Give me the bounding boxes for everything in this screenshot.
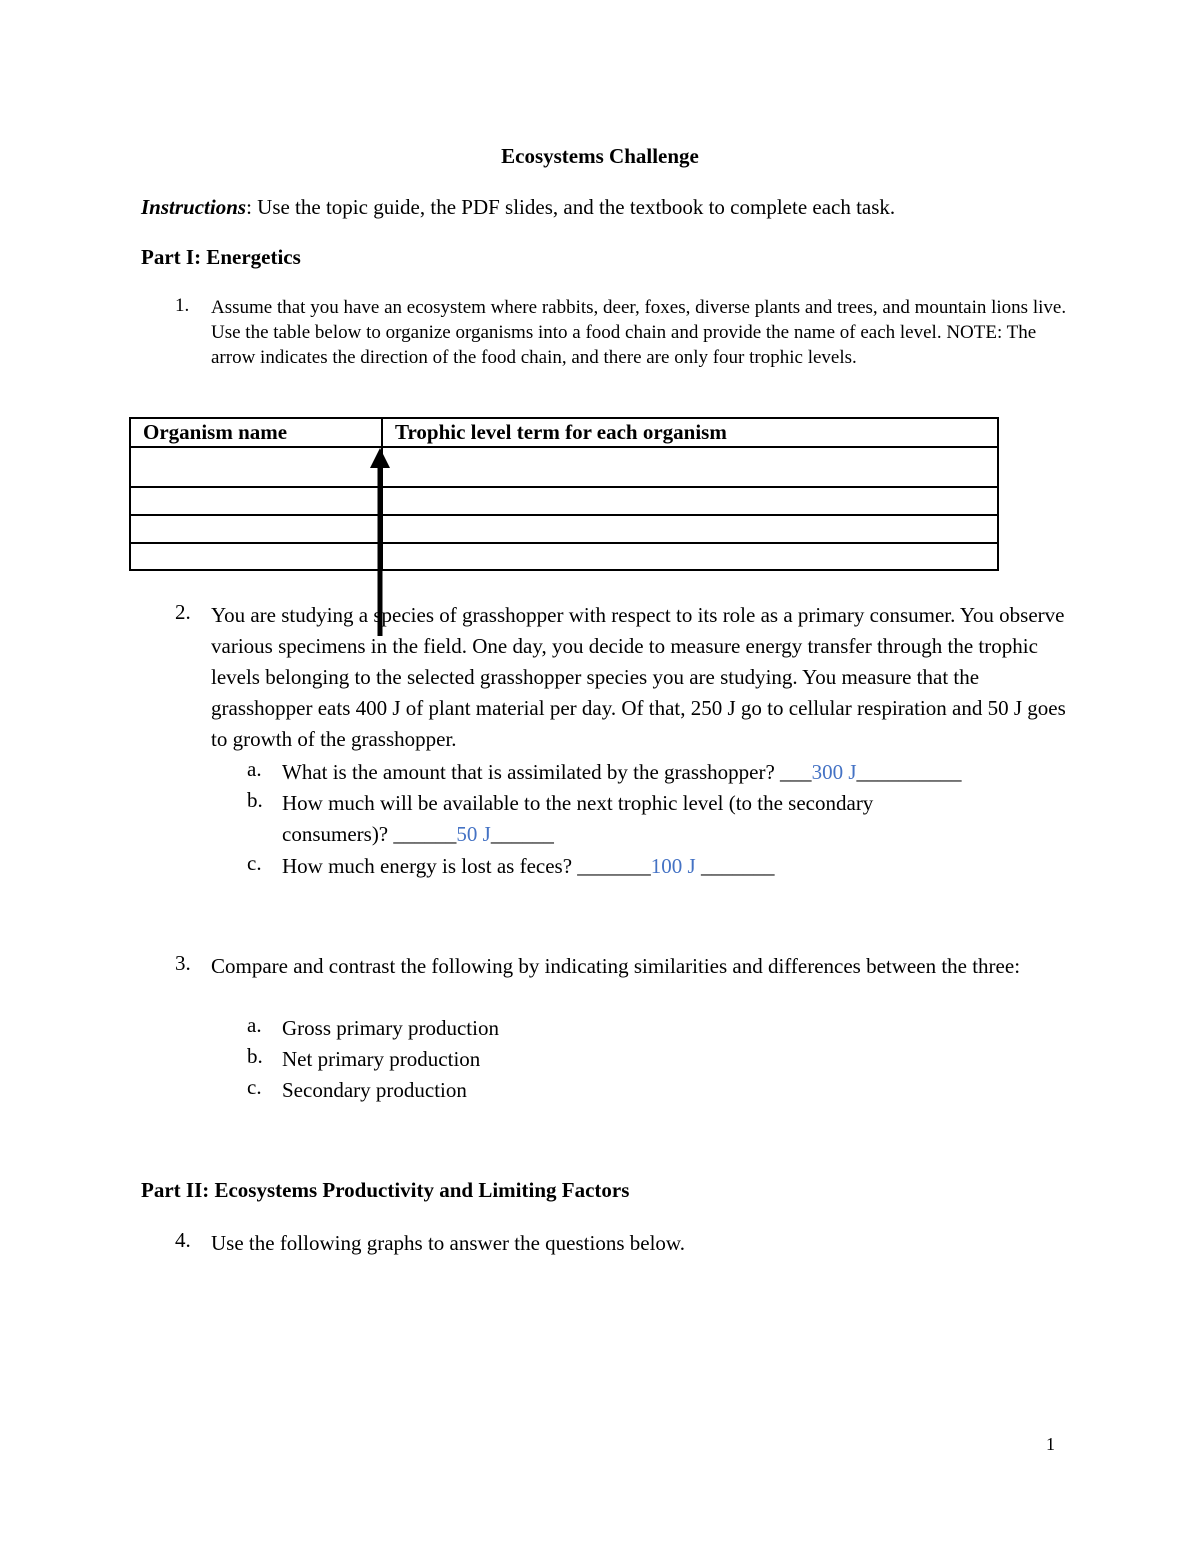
q2c-answer[interactable]: 100 J [650, 854, 696, 878]
part1-heading: Part I: Energetics [141, 245, 301, 269]
q3c-letter: c. [247, 1075, 262, 1099]
q2-number: 2. [175, 600, 191, 624]
q2b-question-line2 [282, 819, 554, 850]
q2b-question-line1: How much will be available to the next trophic level (to the secondary [282, 791, 874, 815]
q2a-answer[interactable]: 300 J [811, 760, 857, 784]
trophic-table [129, 417, 999, 571]
q3-number: 3. [175, 951, 191, 975]
table-row [130, 515, 998, 543]
table-header-row [130, 418, 998, 447]
table-row [130, 543, 998, 570]
table-cell[interactable] [130, 447, 382, 487]
q1-number: 1. [175, 295, 190, 316]
q2a-text: What is the amount that is assimilated by the grasshopper? ___ [282, 760, 812, 784]
table-cell[interactable] [382, 515, 998, 543]
instructions [141, 195, 895, 220]
table-cell[interactable] [130, 543, 382, 570]
q3b-text: Net primary production [282, 1047, 481, 1071]
table-cell[interactable] [382, 543, 998, 570]
q2-text: You are studying a species of grasshopper with respect to its role as a primary consumer. You observe various specimens in the field. One day, you decide to measure energy transfer through the trophic levels belonging to the selected grasshopper species you are studying. You measure that the grasshopper eats 400 J of plant material per day. Of that, 250 J go to cellular respiration and 50 J goes to growth of the grasshopper. [211, 603, 1066, 751]
q2c-text: How much energy is lost as feces? _______ [282, 854, 651, 878]
table-row [130, 487, 998, 515]
table-cell[interactable] [130, 515, 382, 543]
q3c-text: Secondary production [282, 1078, 467, 1102]
q2b-blank: ______ [490, 822, 554, 846]
q3a-letter: a. [247, 1013, 262, 1037]
q2b-text: consumers)? ______ [282, 822, 457, 846]
q2a-blank: __________ [856, 760, 962, 784]
page-number: 1 [1046, 1434, 1055, 1454]
instructions-text: : Use the topic guide, the PDF slides, and the textbook to complete each task. [246, 195, 896, 219]
q4-text: Use the following graphs to answer the questions below. [211, 1231, 685, 1255]
q3-text: Compare and contrast the following by indicating similarities and differences between the three: [211, 954, 1021, 978]
q2c-letter: c. [247, 851, 262, 875]
table-cell[interactable] [382, 447, 998, 487]
q2b-answer[interactable]: 50 J [456, 822, 491, 846]
table-header-organism: Organism name [130, 418, 382, 447]
table-cell[interactable] [382, 487, 998, 515]
q2b-letter: b. [247, 788, 263, 812]
document-title: Ecosystems Challenge [501, 144, 699, 168]
table-cell[interactable] [130, 487, 382, 515]
q2a-letter: a. [247, 757, 262, 781]
q2c-question [282, 851, 774, 882]
instructions-label: Instructions [141, 195, 247, 219]
q4-number: 4. [175, 1228, 191, 1252]
q2a-question [282, 757, 962, 788]
q3b-letter: b. [247, 1044, 263, 1068]
part2-heading: Part II: Ecosystems Productivity and Limiting Factors [141, 1178, 630, 1202]
q1-text: Assume that you have an ecosystem where rabbits, deer, foxes, diverse plants and trees, and mountain lions live. Use the table below to organize organisms into a food chain and provide the name of each level. NOTE: The arrow indicates the direction of the food chain, and there are only four trophic levels. [211, 297, 1067, 368]
q2c-blank: _______ [695, 854, 775, 878]
table-row [130, 447, 998, 487]
table-header-trophic-level: Trophic level term for each organism [382, 418, 998, 447]
q3a-text: Gross primary production [282, 1016, 499, 1040]
